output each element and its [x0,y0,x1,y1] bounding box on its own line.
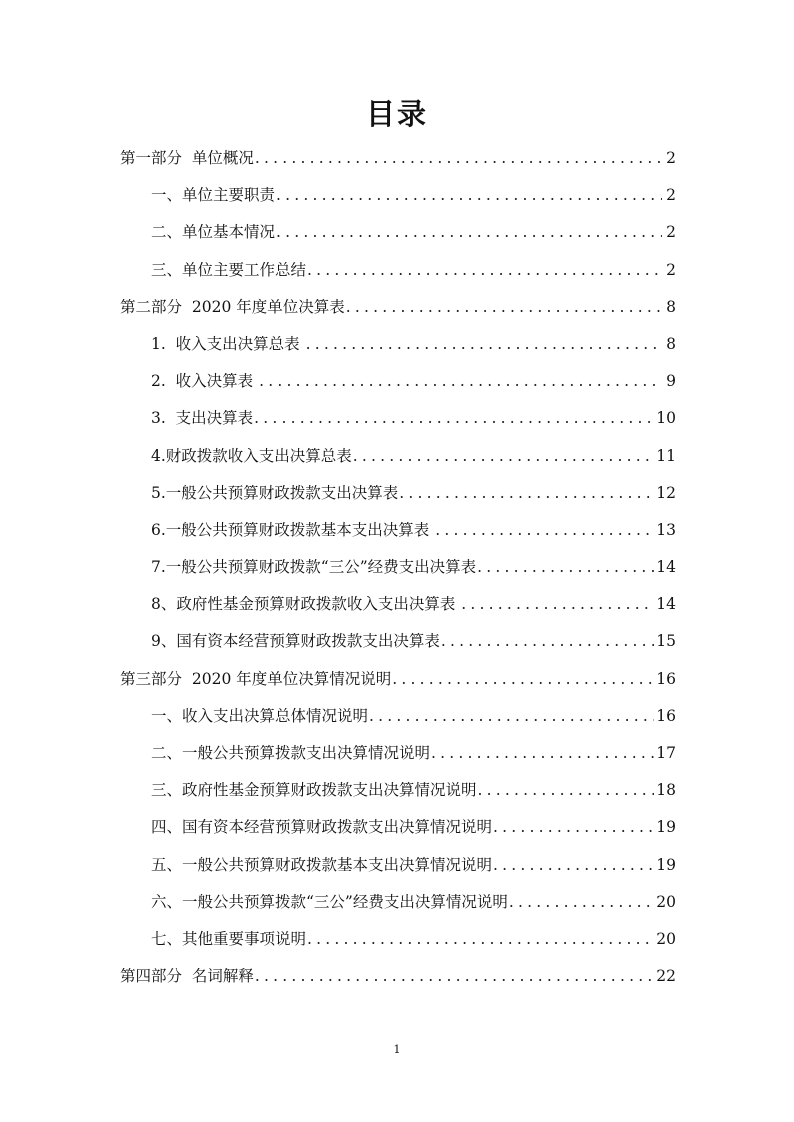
toc-dot-leader [399,480,654,506]
toc-entry[interactable] [120,740,676,777]
toc-entry-label: 3. 支出决算表 [151,409,254,428]
toc-entry[interactable] [120,443,676,480]
toc-entry-label: 9、国有资本经营预算财政拨款支出决算表 [151,632,440,651]
toc-entry-page: 20 [656,892,676,911]
toc-entry-label: 五、一般公共预算财政拨款基本支出决算情况说明 [151,855,493,874]
toc-dot-leader [461,591,654,617]
toc-entry-page: 9 [666,372,676,391]
toc-dot-leader [509,889,654,915]
toc-entry[interactable] [120,219,676,256]
page-number: 1 [393,1043,401,1056]
toc-entry[interactable] [120,926,676,963]
toc-entry-label: 5.一般公共预算财政拨款支出决算表 [151,483,399,502]
toc-entry-page: 19 [656,818,676,837]
toc-entry-label: 1. 收入支出决算总表 [151,334,305,353]
toc-entry-page: 13 [656,520,676,539]
toc-entry-page: 2 [666,149,676,167]
toc-entry-label: 二、单位基本情况 [151,223,276,242]
toc-entry[interactable] [120,777,676,814]
toc-dot-leader [276,219,662,245]
toc-dot-leader [276,182,662,208]
toc-dot-leader [478,777,655,803]
toc-entry[interactable] [120,145,676,182]
toc-entry[interactable] [120,852,676,889]
toc-entry-page: 8 [666,334,676,353]
toc-entry[interactable] [120,294,676,331]
toc-entry[interactable] [120,331,676,368]
toc-entry[interactable] [120,257,676,294]
toc-entry-page: 2 [666,260,676,279]
toc-entry-page: 11 [656,446,676,465]
toc-entry-label: 一、单位主要职责 [151,186,276,205]
toc-entry-page: 10 [656,409,676,428]
toc-entry-label: 4.财政拨款收入支出决算总表 [151,446,352,465]
toc-entry-label: 6.一般公共预算财政拨款基本支出决算表 [151,520,435,539]
toc-dot-leader [306,331,662,357]
toc-entry-label: 8、政府性基金预算财政拨款收入支出决算表 [151,595,461,614]
toc-entry-label: 第四部分 名词解释 [120,967,254,986]
toc-entry-label: 三、政府性基金预算财政拨款支出决算情况说明 [151,781,477,800]
toc-entry-label: 七、其他重要事项说明 [151,929,307,948]
toc-dot-leader [493,852,654,878]
toc-entry-page: 22 [656,967,676,986]
toc-entry-page: 19 [656,855,676,874]
toc-entry-page: 16 [656,669,676,688]
toc-dot-leader [307,926,654,952]
toc-entry-label: 一、收入支出决算总体情况说明 [151,706,369,725]
toc-entry-label: 四、国有资本经营预算财政拨款支出决算情况说明 [151,818,493,837]
toc-entry[interactable] [120,368,676,405]
toc-entry-page: 18 [656,781,676,800]
toc-entry[interactable] [120,889,676,926]
toc-dot-leader [255,963,654,989]
toc-dot-leader [392,666,654,692]
toc-entry-page: 12 [656,483,676,502]
toc-dot-leader [255,145,662,171]
toc-entry-page: 16 [656,706,676,725]
toc-dot-leader [477,554,654,580]
toc-entry-label: 2. 收入决算表 [151,372,259,391]
toc-dot-leader [353,443,654,469]
toc-dot-leader [346,294,662,320]
toc-entry[interactable] [120,814,676,851]
page-title: 目录 [365,97,428,131]
toc-dot-leader [493,814,654,840]
toc-entry[interactable] [120,666,676,703]
toc-entry-page: 2 [666,223,676,242]
toc-entry-label: 二、一般公共预算拨款支出决算情况说明 [151,744,431,762]
toc-entry[interactable] [120,591,676,628]
toc-entry-page: 8 [666,297,676,316]
toc-entry[interactable] [120,517,676,554]
toc-entry-label: 7.一般公共预算财政拨款“三公”经费支出决算表 [151,558,477,577]
toc-entry[interactable] [120,963,676,1000]
toc-entry[interactable] [120,628,676,665]
table-of-contents [120,145,676,1000]
toc-entry[interactable] [120,554,676,591]
toc-dot-leader [435,517,654,543]
toc-entry-label: 第三部分 2020 年度单位决算情况说明 [120,669,392,688]
toc-dot-leader [254,405,654,431]
toc-entry-page: 2 [666,186,676,205]
toc-entry-page: 14 [656,595,676,614]
toc-entry-label: 第一部分 单位概况 [120,149,254,167]
toc-entry[interactable] [120,182,676,219]
toc-dot-leader [369,703,654,729]
toc-entry-label: 三、单位主要工作总结 [151,260,307,279]
toc-entry-page: 20 [656,929,676,948]
toc-dot-leader [259,368,662,394]
toc-entry-page: 17 [656,744,676,762]
toc-entry[interactable] [120,480,676,517]
toc-dot-leader [307,257,662,283]
toc-entry-page: 14 [656,558,676,577]
toc-entry[interactable] [120,703,676,740]
toc-dot-leader [441,628,654,654]
toc-entry[interactable] [120,405,676,442]
toc-entry-page: 15 [656,632,676,651]
toc-entry-label: 第二部分 2020 年度单位决算表 [120,297,345,316]
toc-entry-label: 六、一般公共预算拨款“三公”经费支出决算情况说明 [151,892,508,911]
toc-dot-leader [431,740,654,766]
